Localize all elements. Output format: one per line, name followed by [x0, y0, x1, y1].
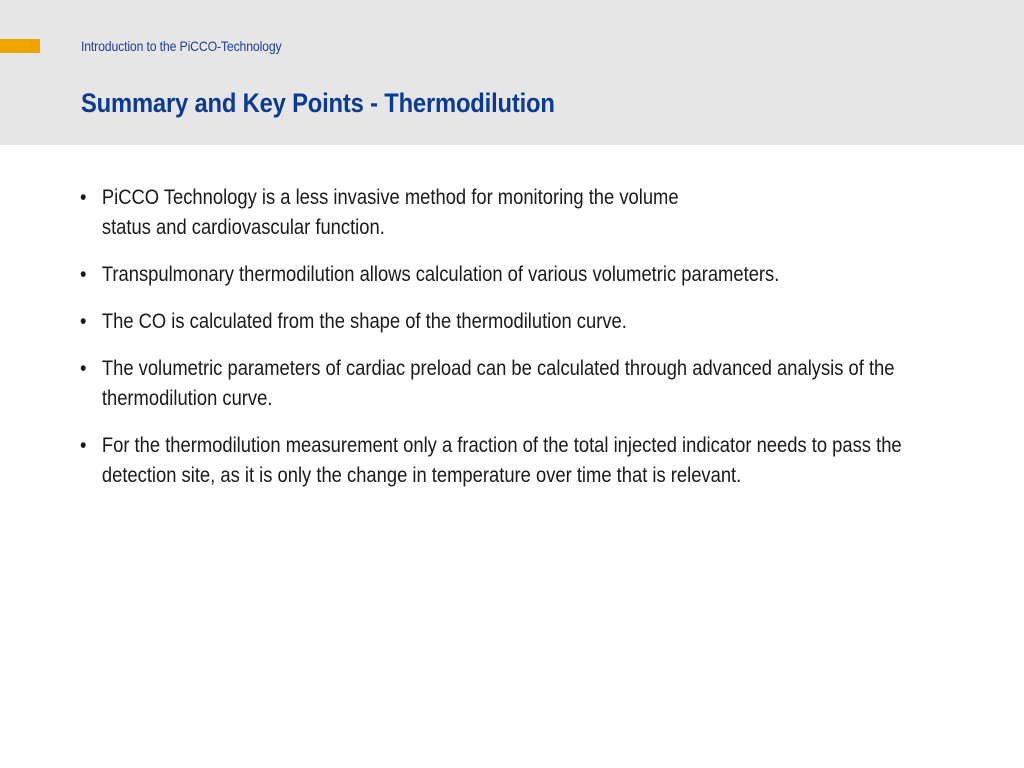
list-item — [80, 431, 924, 491]
page-title: Summary and Key Points - Thermodilution — [81, 88, 555, 118]
bullet-icon: • — [80, 357, 87, 380]
bullet-text: PiCCO Technology is a less invasive method for monitoring the volume status and cardiovascular function. — [101, 186, 679, 239]
bullet-text: Transpulmonary thermodilution allows calculation of various volumetric parameters. — [101, 263, 780, 286]
section-subtitle: Introduction to the PiCCO-Technology — [81, 38, 282, 54]
list-item — [80, 307, 903, 337]
bullet-text: For the thermodilution measurement only a fraction of the total injected indicator needs to pass the detection site, as it is only the change in temperature over time that is relevant. — [101, 434, 902, 487]
bullet-icon: • — [80, 186, 87, 209]
bullet-icon: • — [80, 310, 87, 333]
list-item — [80, 354, 907, 414]
bullet-icon: • — [80, 263, 87, 286]
bullet-text: The CO is calculated from the shape of the thermodilution curve. — [101, 310, 627, 333]
accent-bar — [0, 39, 40, 53]
bullet-text: The volumetric parameters of cardiac preload can be calculated through advanced analysis of the thermodilution curve. — [101, 357, 895, 410]
list-item — [80, 260, 903, 290]
key-points-list — [80, 183, 903, 508]
list-item — [80, 183, 706, 243]
bullet-icon: • — [80, 434, 87, 457]
header-band — [0, 0, 1024, 145]
